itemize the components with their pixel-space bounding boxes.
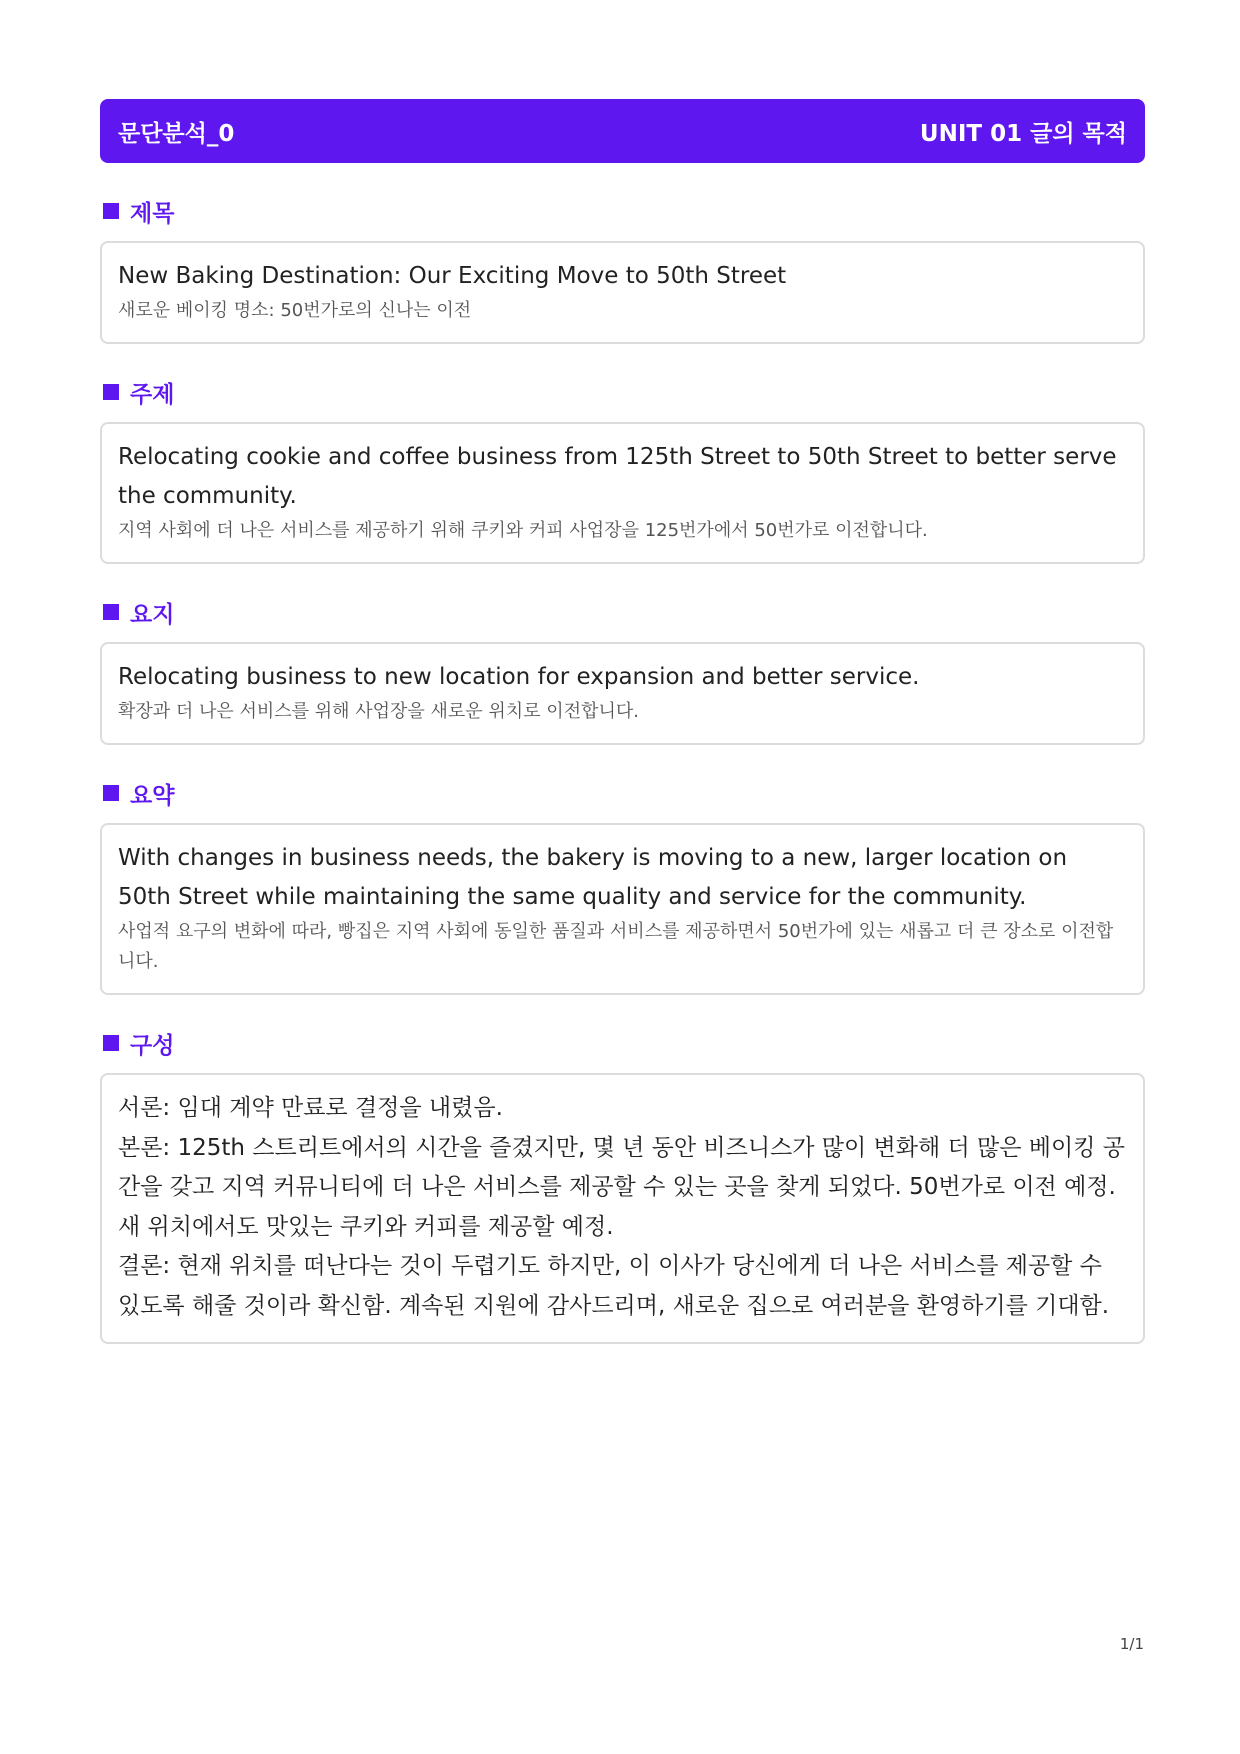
- section-label: 제목: [130, 200, 175, 227]
- section-label: 요지: [130, 601, 175, 628]
- gist-korean: 확장과 더 나은 서비스를 위해 사업장을 새로운 위치로 이전합니다.: [118, 701, 639, 722]
- gist-card: [100, 642, 1145, 745]
- header-left-title: 문단분석_0: [118, 120, 235, 147]
- page-number: 1/1: [1119, 1635, 1144, 1653]
- structure-conclusion: 결론: 현재 위치를 떠난다는 것이 두렵기도 하지만, 이 이사가 당신에게 더 나은 서비스를 제공할 수 있도록 해줄 것이라 확신함. 계속된 지원에 감사드리며, 새로운 집으로 여러분을 환영하기를 기대함.: [118, 1253, 1110, 1319]
- section-title-heading: [100, 197, 1145, 225]
- title-korean: 새로운 베이킹 명소: 50번가로의 신나는 이전: [118, 300, 472, 321]
- structure-body: 본론: 125th 스트리트에서의 시간을 즐겼지만, 몇 년 동안 비즈니스가 많이 변화해 더 많은 베이킹 공간을 갖고 지역 커뮤니티에 더 나은 서비스를 제공할 수 있는 곳을 찾게 되었다. 50번가로 이전 예정. 새 위치에서도 맛있는 쿠키와 커피를 제공할 예정.: [118, 1134, 1125, 1240]
- title-english: New Baking Destination: Our Exciting Move to 50th Street: [118, 263, 787, 289]
- square-bullet-icon: [103, 203, 119, 219]
- section-label: 구성: [130, 1032, 175, 1059]
- structure-card: [100, 1073, 1145, 1344]
- section-gist-heading: [100, 598, 1145, 626]
- topic-card: [100, 422, 1145, 564]
- section-label: 주제: [130, 381, 175, 408]
- section-label: 요약: [130, 782, 175, 809]
- section-summary-heading: [100, 779, 1145, 807]
- summary-card: [100, 823, 1145, 995]
- section-structure-heading: [100, 1029, 1145, 1057]
- square-bullet-icon: [103, 604, 119, 620]
- gist-english: Relocating business to new location for expansion and better service.: [118, 664, 920, 690]
- topic-korean: 지역 사회에 더 나은 서비스를 제공하기 위해 쿠키와 커피 사업장을 125번가에서 50번가로 이전합니다.: [118, 520, 928, 541]
- header-unit-label: UNIT 01 글의 목적: [919, 120, 1127, 147]
- square-bullet-icon: [103, 384, 119, 400]
- section-topic-heading: [100, 378, 1145, 406]
- square-bullet-icon: [103, 1035, 119, 1051]
- page-content: [100, 99, 1145, 1344]
- summary-korean: 사업적 요구의 변화에 따라, 빵집은 지역 사회에 동일한 품질과 서비스를 제공하면서 50번가에 있는 새롭고 더 큰 장소로 이전합니다.: [118, 921, 1114, 972]
- summary-english: With changes in business needs, the bakery is moving to a new, larger location on 50th Street while maintaining the same quality and service for the community.: [118, 845, 1068, 910]
- header-bar: [100, 99, 1145, 163]
- structure-intro: 서론: 임대 계약 만료로 결정을 내렸음.: [118, 1095, 503, 1121]
- topic-english: Relocating cookie and coffee business from 125th Street to 50th Street to better serve the community.: [118, 444, 1117, 509]
- title-card: [100, 241, 1145, 344]
- square-bullet-icon: [103, 785, 119, 801]
